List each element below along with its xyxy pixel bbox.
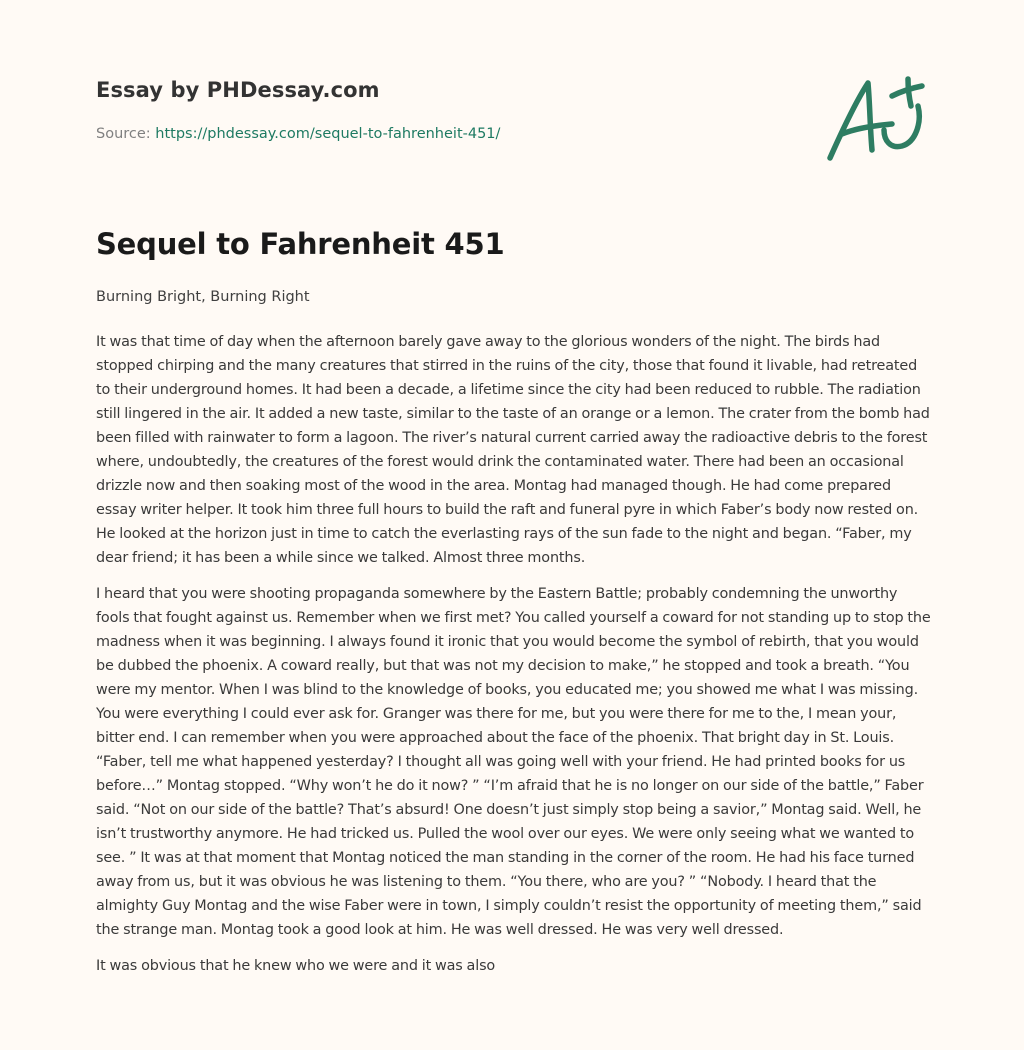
page-header xyxy=(96,76,796,144)
essay-paragraph: It was that time of day when the afternoon barely gave away to the glorious wonders of the night. The birds had stopped chirping and the many creatures that stirred in the ruins of the city, those that found it livable, had retreated to their underground homes. It had been a decade, a lifetime since the city had been reduced to rubble. The radiation still lingered in the air. It added a new taste, similar to the taste of an orange or a lemon. The crater from the bomb had been filled with rainwater to form a lagoon. The river’s natural current carried away the radioactive debris to the forest where, undoubtedly, the creatures of the forest would drink the contaminated water. There had been an occasional drizzle now and then soaking most of the wood in the area. Montag had managed though. He had come prepared essay writer helper. It took him three full hours to build the raft and funeral pyre in which Faber’s body now rested on. He looked at the horizon just in time to catch the everlasting rays of the sun fade to the night and began. “Faber, my dear friend; it has been a while since we talked. Almost three months. xyxy=(96,334,930,566)
essay-title: Sequel to Fahrenheit 451 xyxy=(96,227,505,261)
essay-paragraph: I heard that you were shooting propaganda somewhere by the Eastern Battle; probably condemning the unworthy fools that fought against us. Remember when we first met? You called yourself a coward for not standing up to stop the madness when it was beginning. I always found it ironic that you would become the symbol of rebirth, that you would be dubbed the phoenix. A coward really, but that was not my decision to make,” he stopped and took a breath. “You were my mentor. When I was blind to the knowledge of books, you educated me; you showed me what I was missing. You were everything I could ever ask for. Granger was there for me, but you were there for me to the, I mean your, bitter end. I can remember when you were approached about the face of the phoenix. That bright day in St. Louis. “Faber, tell me what happened yesterday? I thought all was going well with your friend. He had printed books for us before…” Montag stopped. “Why won’t he do it now? ” “I’m afraid that he is no longer on our side of the battle,” Faber said. “Not on our side of the battle? That’s absurd! One doesn’t just simply stop being a savior,” Montag said. Well, he isn’t trustworthy anymore. He had tricked us. Pulled the wool over our eyes. We were only seeing what we wanted to see. ” It was at that moment that Montag noticed the man standing in the corner of the room. He had his face turned away from us, but it was obvious he was listening to them. “You there, who are you? ” “Nobody. I heard that the almighty Guy Montag and the wise Faber were in town, I simply couldn’t resist the opportunity of meeting them,” said the strange man. Montag took a good look at him. He was well dressed. He was very well dressed. xyxy=(96,586,931,938)
brand-title: Essay by PHDessay.com xyxy=(96,78,380,102)
essay-subtitle: Burning Bright, Burning Right xyxy=(96,289,310,305)
source-link[interactable]: https://phdessay.com/sequel-to-fahrenheit-451/ xyxy=(155,126,501,142)
source-label: Source: xyxy=(96,126,156,142)
essay-paragraph: It was obvious that he knew who we were and it was also xyxy=(96,958,496,974)
essay-body xyxy=(96,330,934,990)
a-plus-grade-icon xyxy=(820,66,930,166)
source-line xyxy=(96,124,796,144)
